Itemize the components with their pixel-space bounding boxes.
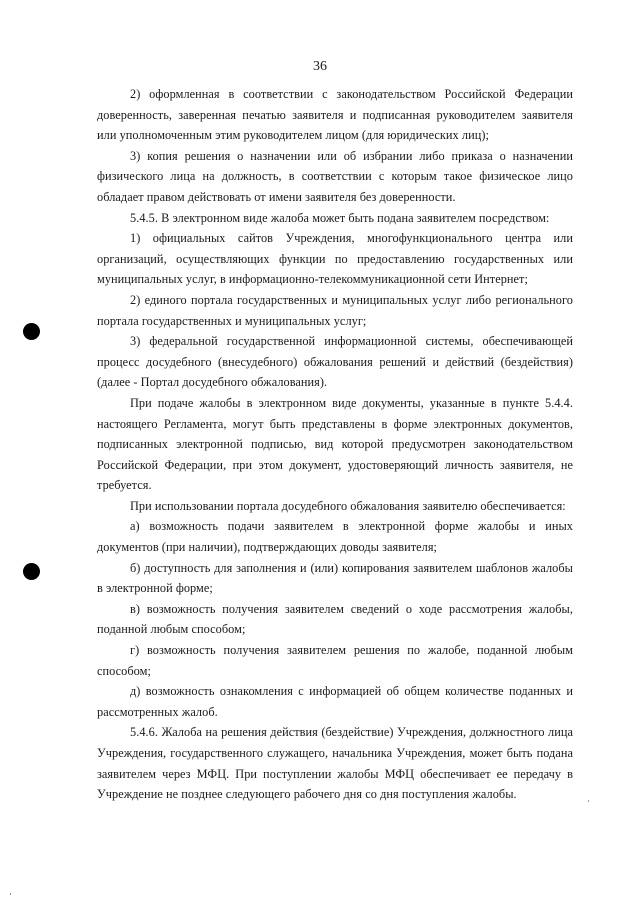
paragraph-5-4-5: 5.4.5. В электронном виде жалоба может быть подана заявителем посредством:	[130, 210, 550, 225]
paragraph-item-d: д) возможность ознакомления с информацией об общем количестве поданных и рассмотренных жалоб.	[97, 684, 573, 719]
paragraph-ofitsialnye-sayty: 1) официальных сайтов Учреждения, многофункционального центра или организаций, осуществляющих функции по предоставлению государственных или муниципальных услуг, в информационно-телекоммуникационной сети Интернет;	[97, 231, 573, 287]
paragraph-item-g: г) возможность получения заявителем решения по жалобе, поданной любым способом;	[97, 643, 573, 678]
punch-hole-top	[23, 323, 40, 340]
punch-hole-bottom	[23, 563, 40, 580]
paragraph-podacha-v-elektronnom-vide: При подаче жалобы в электронном виде документы, указанные в пункте 5.4.4. настоящего Регламента, могут быть представлены в форме электронных документов, подписанных электронной подписью, вид которой предусмотрен законодательством Российской Федерации, при этом документ, удостоверяющий личность заявителя, не требуется.	[97, 395, 573, 493]
paragraph-5-4-6: 5.4.6. Жалоба на решения действия (бездействие) Учреждения, должностного лица Учреждения, государственного служащего, начальника Учреждения, может быть подана заявителем через МФЦ. При поступлении жалобы МФЦ обеспечивает ее передачу в Учреждение не позднее следующего рабочего дня со дня поступления жалобы.	[97, 725, 573, 802]
paragraph-portal-obespechivaetsya: При использовании портала досудебного обжалования заявителю обеспечивается:	[130, 498, 566, 513]
scan-speck	[10, 893, 11, 895]
paragraph-item-v: в) возможность получения заявителем сведений о ходе рассмотрения жалобы, поданной любым способом;	[97, 601, 573, 637]
paragraph-kopiya-resheniya: 3) копия решения о назначении или об избрании либо приказа о назначении физического лица на должность, в соответствии с которым такое физическое лицо обладает правом действовать от имени заявителя без доверенности.	[97, 148, 573, 204]
paragraph-item-b: б) доступность для заполнения и (или) копирования заявителем шаблонов жалобы в электронной форме;	[97, 560, 573, 596]
document-body	[97, 84, 573, 805]
paragraph-federalnaya-sistema: 3) федеральной государственной информационной системы, обеспечивающей процесс досудебного (внесудебного) обжалования решений и действий (бездействия) (далее - Портал досудебного обжалования).	[97, 334, 573, 390]
scan-speck	[588, 800, 589, 802]
paragraph-edinyy-portal: 2) единого портала государственных и муниципальных услуг либо регионального портала государственных и муниципальных услуг;	[97, 292, 573, 328]
page-number: 36	[313, 59, 327, 74]
paragraph-doverennost: 2) оформленная в соответствии с законодательством Российской Федерации доверенность, заверенная печатью заявителя и подписанная руководителем заявителя или уполномоченным этим руководителем лицом (для юридических лиц);	[97, 87, 573, 143]
paragraph-item-a: а) возможность подачи заявителем в электронной форме жалобы и иных документов (при наличии), подтверждающих доводы заявителя;	[97, 519, 573, 555]
